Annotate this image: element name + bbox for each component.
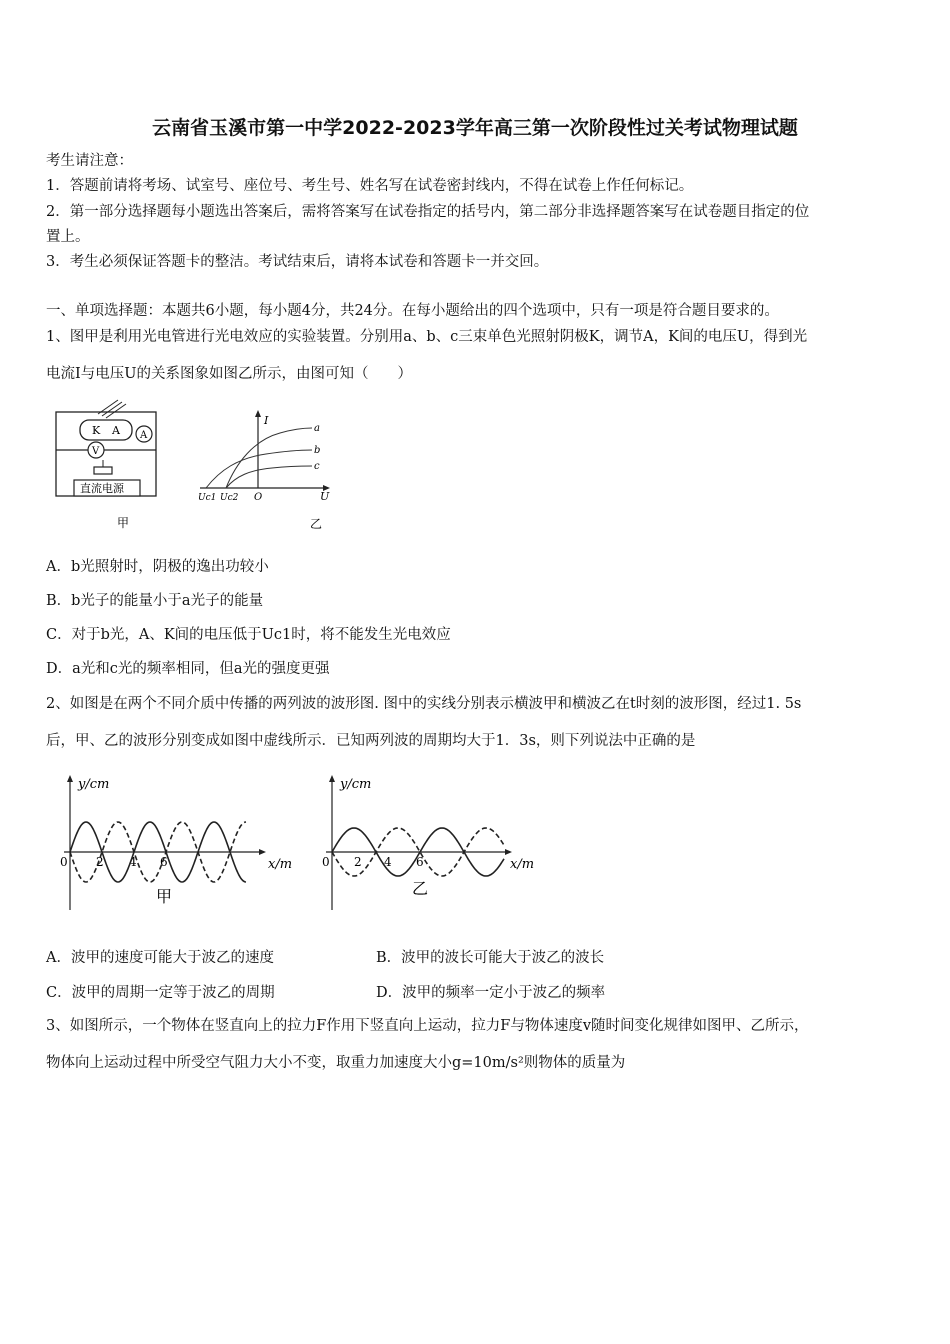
q2-jia-tick-0: 0 [60,855,68,869]
notice-item-2-cont: 置上。 [46,229,90,245]
q2-yi-tick-6: 6 [416,855,424,869]
q3-stem-line1: 3、如图所示，一个物体在竖直向上的拉力F作用下竖直向上运动，拉力F与物体速度v随时间变化规律如图甲、乙所示， [46,1018,809,1034]
origin-label: O [254,492,263,503]
q2-yi-tick-0: 0 [322,855,330,869]
q2-yi-y-label: y/cm [340,777,372,792]
q2-option-c[interactable]: C．波甲的周期一定等于波乙的周期 [46,985,275,1001]
q2-jia-tick-4: 4 [129,855,137,869]
q1-option-c[interactable]: C．对于b光，A、K间的电压低于Uc1时，将不能发生光电效应 [46,627,451,643]
curve-b-label: b [314,445,321,456]
notice-heading: 考生请注意： [46,153,133,169]
q2-option-d[interactable]: D．波甲的频率一定小于波乙的频率 [376,985,606,1001]
dc-source-label: 直流电源 [80,482,124,495]
uc2-label: Uc2 [220,493,239,503]
notice-item-1: 1．答题前请将考场、试室号、座位号、考生号、姓名写在试卷密封线内，不得在试卷上作任何标记。 [46,178,694,194]
i-axis-label: I [264,414,269,427]
voltmeter-label: V [92,446,100,457]
q1-option-d[interactable]: D．a光和c光的频率相同，但a光的强度更强 [46,661,330,677]
q2-jia-tick-6: 6 [160,855,168,869]
curve-c-label: c [314,461,320,472]
q2-fig-yi-caption: 乙 [412,879,429,898]
curve-b [206,450,312,488]
q2-jia-x-label: x/m [268,857,293,872]
cathode-label: K [92,424,101,437]
anode-label: A [112,424,120,437]
q2-yi-x-label: x/m [510,857,535,872]
q2-stem-line1: 2、如图是在两个不同介质中传播的两列波的波形图. 图中的实线分别表示横波甲和横波乙在t时刻的波形图，经过1. 5s [46,696,802,712]
q1-iu-graph [196,408,336,538]
u-axis-label: U [320,490,330,503]
q1-stem-line1: 1、图甲是利用光电管进行光电效应的实验装置。分别用a、b、c三束单色光照射阴极K，调节A，K间的电压U，得到光 [46,329,808,345]
section-heading: 一、单项选择题：本题共6小题，每小题4分，共24分。在每小题给出的四个选项中，只有一项是符合题目要求的。 [46,303,779,319]
phototube-icon [80,420,132,440]
q2-option-b[interactable]: B．波甲的波长可能大于波乙的波长 [376,950,605,966]
uc1-label: Uc1 [198,493,217,503]
q2-yi-tick-4: 4 [384,855,392,869]
q1-fig-right-caption: 乙 [310,517,323,531]
q2-jia-y-label: y/cm [78,777,110,792]
q2-yi-tick-2: 2 [354,855,362,869]
q1-option-a[interactable]: A．b光照射时，阴极的逸出功较小 [46,559,269,575]
q2-option-a[interactable]: A．波甲的速度可能大于波乙的速度 [46,950,274,966]
q1-circuit-figure [50,398,170,538]
curve-a-label: a [314,423,320,434]
q1-fig-left-caption: 甲 [117,516,130,530]
page-title: 云南省玉溪市第一中学2022-2023学年高三第一次阶段性过关考试物理试题 [152,117,798,139]
notice-item-2: 2．第一部分选择题每小题选出答案后，需将答案写在试卷指定的括号内，第二部分非选择题答案写在试卷题目指定的位 [46,204,810,220]
q1-stem-line2: 电流I与电压U的关系图象如图乙所示，由图可知（ ） [46,366,412,382]
q2-jia-tick-2: 2 [96,855,104,869]
q2-wave-figure-jia [56,772,306,914]
notice-item-3: 3．考生必须保证答题卡的整洁。考试结束后，请将本试卷和答题卡一并交回。 [46,254,549,270]
curve-c [226,466,312,488]
q3-stem-line2: 物体向上运动过程中所受空气阻力大小不变，取重力加速度大小g=10m/s²则物体的质量为 [46,1055,626,1071]
q2-fig-jia-caption: 甲 [156,887,173,906]
q1-option-b[interactable]: B．b光子的能量小于a光子的能量 [46,593,264,609]
q2-wave-figure-yi [318,772,550,914]
ammeter-label: A [140,430,148,441]
curve-a [226,428,312,488]
q2-stem-line2: 后，甲、乙的波形分别变成如图中虚线所示．已知两列波的周期均大于1．3s，则下列说法中正确的是 [46,733,696,749]
rheostat-icon [94,467,112,474]
